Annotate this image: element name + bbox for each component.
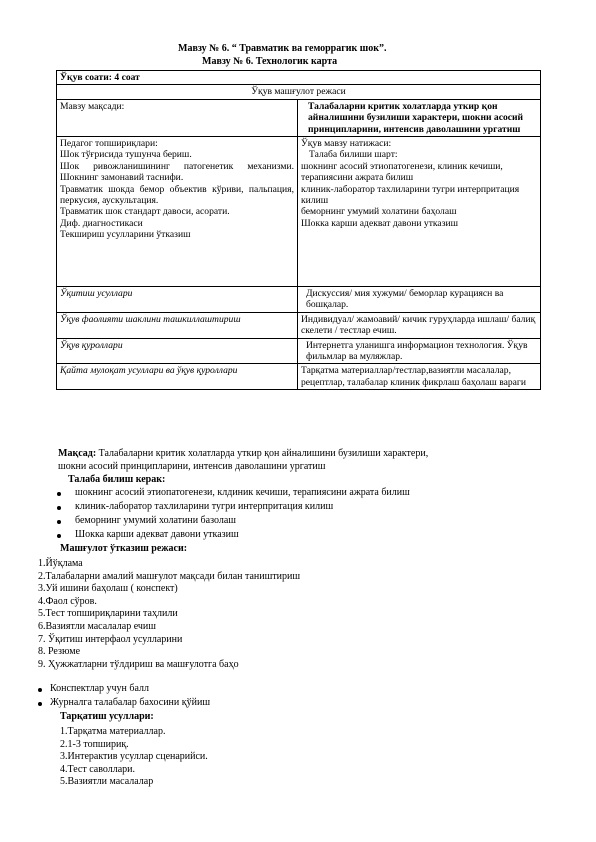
bullet-icon [57,506,61,510]
feedback-label-cell: Қайта мулоқат усуллари ва ўқув қуроллари [57,364,298,390]
task-line: Шок ривожланишининг патогенетик механизми. Шокнинг замонавий таснифи. [60,160,294,184]
score-item: Конспектлар учун балл [38,683,149,696]
teacher-tasks-cell [57,137,298,287]
mode-cell: Ўқув машғулот режаси [57,85,541,99]
lesson-plan-heading: Машғулот ўтказиш режаси: [60,543,188,554]
hours-row [57,71,541,85]
learning-results-cell [298,137,541,287]
goal-text-line1: Талабаларни критик холатларда уткир қон айналишини бузилиши характери, [96,448,429,459]
must-know-item: беморнинг умумий холатини базолаш [57,515,236,528]
forms-value-cell: Индивидуал/ жамоавий/ кичик гуруҳларда ишлаш/ балиқ скелети / тестлар ечиш. [298,312,541,338]
document-subtitle: Мавзу № 6. Технологик карта [202,56,338,67]
tools-row [57,338,541,364]
distribution-item: 1.Тарқатма материаллар. [60,726,166,737]
goal-text-line2: шокни асосий принципларини, интенсив даволашини ургатиш [58,460,326,472]
technology-card-table [56,70,541,390]
result-line: Талаба билиши шарт: [309,149,398,161]
bullet-icon [57,492,61,496]
distribution-item: 4.Тест саволлари. [60,763,136,775]
feedback-value-cell: Тарқатма материаллар/тестлар,вазиятли масалалар, рецептлар, талабалар клиник фикрлаш баҳолаш вараги [298,364,541,390]
lesson-plan-item: 2.Талабаларни амалий машғулот мақсади билан таништириш [38,570,301,582]
distribution-list [60,726,208,789]
document-title: Мавзу № 6. “ Травматик ва геморрагик шок”. [178,43,387,54]
lesson-plan-item: 8. Резюме [38,646,81,658]
mode-row [57,85,541,99]
lesson-plan-item: 1.Йўқлама [38,558,83,569]
must-know-item: Шокка карши адекват давони утказиш [57,529,239,542]
forms-row [57,312,541,338]
goal-label: Мақсад: [58,448,97,459]
hours-cell: Ўқув соати: 4 соат [57,71,541,85]
lesson-plan-item: 7. Ўқитиш интерфаол усулларини [38,633,183,645]
goal-row [57,99,541,136]
goal-paragraph [58,448,538,473]
goal-text-cell: Талабаларни критик холатларда уткир қон айналишини бузилиши характери, шокни асосий принципларини, интенсив даволашини ургатиш [298,99,541,136]
lesson-plan-item: 4.Фаол сўров. [38,595,97,607]
must-know-item: шокнинг асосий этиопатогенези, клдиник кечиши, терапиясини ажрата билиш [57,487,410,500]
task-line: Шок тўғрисида тушунча бериш. [60,149,192,161]
task-line: Травматик шокда бемор объектив кўриви, пальпация, перкусия, аускультация. [60,183,294,207]
task-line: Педагог топшириқлари: [60,138,158,150]
methods-value-cell: Дискуссия/ мия хужуми/ беморлар курациясн ва бошқалар. [298,287,541,313]
goal-label-cell: Мавзу мақсади: [57,99,298,136]
distribution-item: 5.Вазиятли масалалар [60,776,154,788]
methods-label-cell: Ўқитиш усуллари [57,287,298,313]
tools-value-cell: Интернетга уланишга информацион технология. Ўқув фильмлар ва муляжлар. [298,338,541,364]
bullet-icon [57,520,61,524]
result-line: беморнинг умумий холатини баҳолаш [301,206,457,218]
lesson-plan-item: 5.Тест топшириқларини таҳлили [38,608,178,620]
result-line: Ўқув мавзу натижаси: [301,138,392,150]
lesson-plan-item: 9. Ҳужжатларни тўлдириш ва машғулотга баҳо [38,658,239,670]
lesson-plan-item: 3.Уй ишини баҳолаш ( конспект) [38,583,178,595]
score-item: Журналга талабалар бахосини қўйиш [38,697,210,710]
task-line: Текшириш усулларини ўтказиш [60,229,191,241]
distribution-item: 3.Интерактив усуллар сценарийси. [60,751,208,763]
bullet-icon [38,688,42,692]
must-know-item: клиник-лаборатор тахлиларини тугри интерпритация килиш [57,501,333,514]
tools-label-cell: Ўқув қуроллари [57,338,298,364]
distribution-item: 2.1-3 топшириқ. [60,738,129,750]
tasks-results-row [57,137,541,287]
lesson-plan-item: 6.Вазиятли масалалар ечиш [38,620,156,632]
task-line: Травматик шок стандарт давоси, асорати. [60,206,230,218]
result-line: шокнинг асосий этиопатогенези, клиник кечиши, терапиясини ажрата билиш [301,160,503,184]
bullet-icon [57,534,61,538]
lesson-plan-list [38,558,300,671]
distribution-heading: Тарқатиш усуллари: [60,711,154,722]
task-line: Диф. диагностикаси [60,217,143,229]
methods-row [57,287,541,313]
must-know-heading: Талаба билиш керак: [68,474,166,485]
result-line: клиник-лаборатор тахлиларини тугри интерпритация килиш [301,183,520,207]
forms-label-cell: Ўқув фаолияти шаклини ташкиллаштириш [57,312,298,338]
bullet-icon [38,702,42,706]
feedback-row [57,364,541,390]
result-line: Шокка карши адекват давони утказиш [301,217,459,229]
